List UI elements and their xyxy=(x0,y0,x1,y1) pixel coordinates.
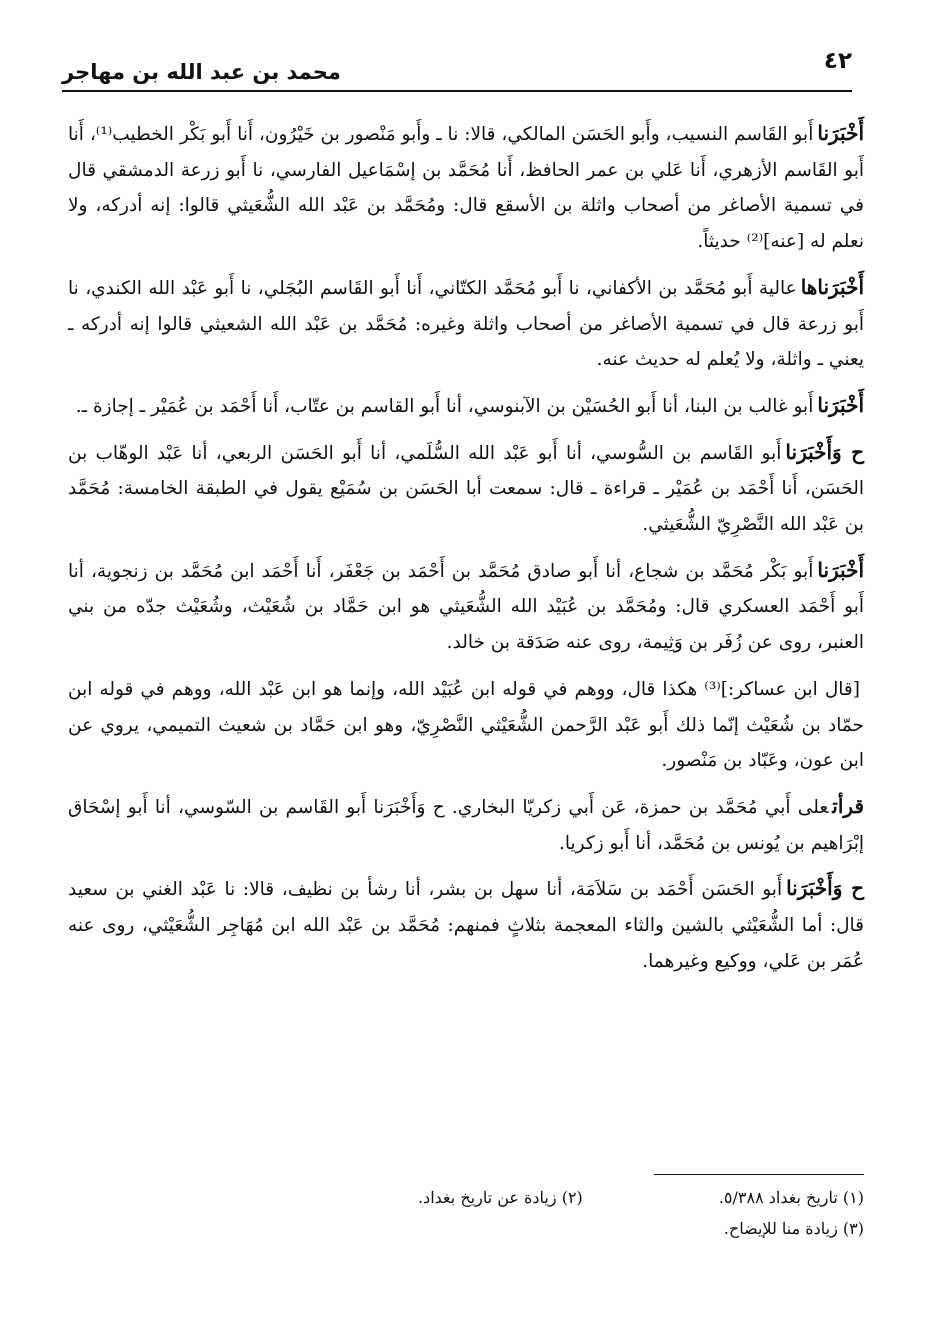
page-number: ٤٢ xyxy=(823,48,852,74)
paragraph-lead: ح وَأَخْبَرَنا xyxy=(785,439,864,464)
paragraph-text: أَبو القَاسم بن السُّوسي، أنا أَبو عَبْد الله السُّلَمي، أنا أَبو الحَسَن الربعي، أنا عَبْد الوهّاب بن الحَسَن، أَنا أَحْمَد بن عُمَيْر ـ قراءة ـ قال: سمعت أبا الحَسَن بن سُمَيْع يقول في الطبقة الخامسة: مُحَمَّد بن عَبْد الله النَّصْرِيّ الشُّعَيثي. xyxy=(68,442,864,536)
footnote-row xyxy=(68,1182,864,1213)
paragraph-lead: أَخْبَرَنا xyxy=(817,392,864,417)
footnote-2: (٢) زيادة عن تاريخ بغداد. xyxy=(418,1188,583,1207)
paragraph-2 xyxy=(68,270,864,378)
paragraph-lead: أَخْبَرَنا xyxy=(817,121,864,145)
paragraph-text: أَبو بَكْر مُحَمَّد بن شجاع، أنا أَبو صادق مُحَمَّد بن أَحْمَد بن جَعْفَر، أَنا أَحْمَد ابن مُحَمَّد بن زنجوية، أنا أَبو أَحْمَد العسكري قال: ومُحَمَّد بن عُبَيْد الله الشُّعَيثي هو ابن حَمَّاد بن شُعَيْث، وشُعَيْث جدّه من بني العنبر، روى عن زُفَر بن وَثِيمة، روى عنه صَدَقة بن خالد. xyxy=(68,560,864,654)
paragraph-1 xyxy=(68,116,864,260)
paragraph-text: عالية أَبو مُحَمَّد بن الأكفاني، نا أَبو مُحَمَّد الكتّاني، أَنا أَبو القَاسم البُجَلي، نا أَبو عَبْد الله الكندي، نا أَبو زرعة قال في تسمية الأصاغر من أصحاب واثلة وغيره: مُحَمَّد بن عَبْد الله الشعيثي قالوا إنه أدركه ـ يعني ـ واثلة، ولا يُعلم له حديث عنه. xyxy=(68,277,864,371)
footnote-divider xyxy=(654,1174,864,1175)
paragraph-text: أَبو غالب بن البنا، أنا أَبو الحُسَيْن بن الآبنوسي، أنا أَبو القاسم بن عتّاب، أَنا أَحْمَد بن عُمَيْر ـ إجازة ـ. xyxy=(75,395,814,417)
paragraph-lead: أَخْبَرَنا xyxy=(817,557,864,582)
footnote-3: (٣) زيادة منا للإيضاح. xyxy=(723,1219,864,1238)
paragraph-7 xyxy=(68,789,864,861)
paragraph-lead: ح وَأَخْبَرَنا xyxy=(786,876,864,901)
paragraph-3 xyxy=(68,388,864,425)
paragraph-6 xyxy=(68,671,864,779)
paragraph-lead: أَخْبَرَناها xyxy=(800,274,864,299)
paragraph-8 xyxy=(68,871,864,979)
paragraph-lead: قرأت xyxy=(832,793,864,818)
paragraph-text: أَبو القَاسم النسيب، وأَبو الحَسَن المالكي، قالا: نا ـ وأَبو مَنْصور بن خَيْرُون، أَنا أَبو بَكْر الخطيب⁽¹⁾، أَنا أَبو القَاسم الأزهري، أَنا عَلي بن عمر الحافظ، أَنا مُحَمَّد بن إسْمَاعيل الفارسي، نا أَبو زرعة الدمشقي قال في تسمية الأصاغر من أصحاب واثلة بن الأسقع قال: ومُحَمَّد بن عَبْد الله الشُّعَيثي قالوا: إنه أدركه، ولا نعلم له [عنه]⁽²⁾ حديثاً. xyxy=(68,124,864,253)
footnotes xyxy=(68,1182,864,1244)
paragraph-4 xyxy=(68,435,864,543)
paragraph-text: [قال ابن عساكر:]⁽³⁾ هكذا قال، ووهم في قوله ابن عُبَيْد الله، وإنما هو ابن عَبْد الله، ووهم في قوله ابن حمّاد بن شُعَيْث إنّما ذلك أَبو عَبْد الرَّحمن الشُّعَيْثي النَّصْرِيّ، وهو ابن حَمَّاد بن شعيث التميمي، يروي عن ابن عون، وعَبّاد بن مَنْصور. xyxy=(68,678,864,772)
footnote-1: (١) تاريخ بغداد ٥/٣٨٨. xyxy=(718,1188,864,1207)
body-text xyxy=(68,116,864,989)
paragraph-5 xyxy=(68,553,864,661)
footnote-row xyxy=(68,1213,864,1244)
paragraph-text: أَبو الحَسَن أَحْمَد بن سَلاَمَة، أنا سهل بن بشر، أنا رشأ بن نظيف، قالا: نا عَبْد الغني بن سعيد قال: أما الشُّعَيْثي بالشين والثاء المعجمة بثلاثٍ فمنهم: مُحَمَّد بن عَبْد الله ابن مُهَاجِر الشُّعَيْثي، روى عنه عُمَر بن عَلي، ووكيع وغيرهما. xyxy=(68,879,864,972)
page-header xyxy=(62,46,852,92)
running-title: محمد بن عبد الله بن مهاجر xyxy=(62,60,341,84)
paragraph-text: على أَبي مُحَمَّد بن حمزة، عَن أَبي زكريّا البخاري. ح وَأَخْبَرَنا أَبو القَاسم بن السّوسي، أنا أَبو إسْحَاق إبْرَاهيم بن يُونس بن مُحَمَّد، أنا أَبو زكريا. xyxy=(68,796,864,854)
